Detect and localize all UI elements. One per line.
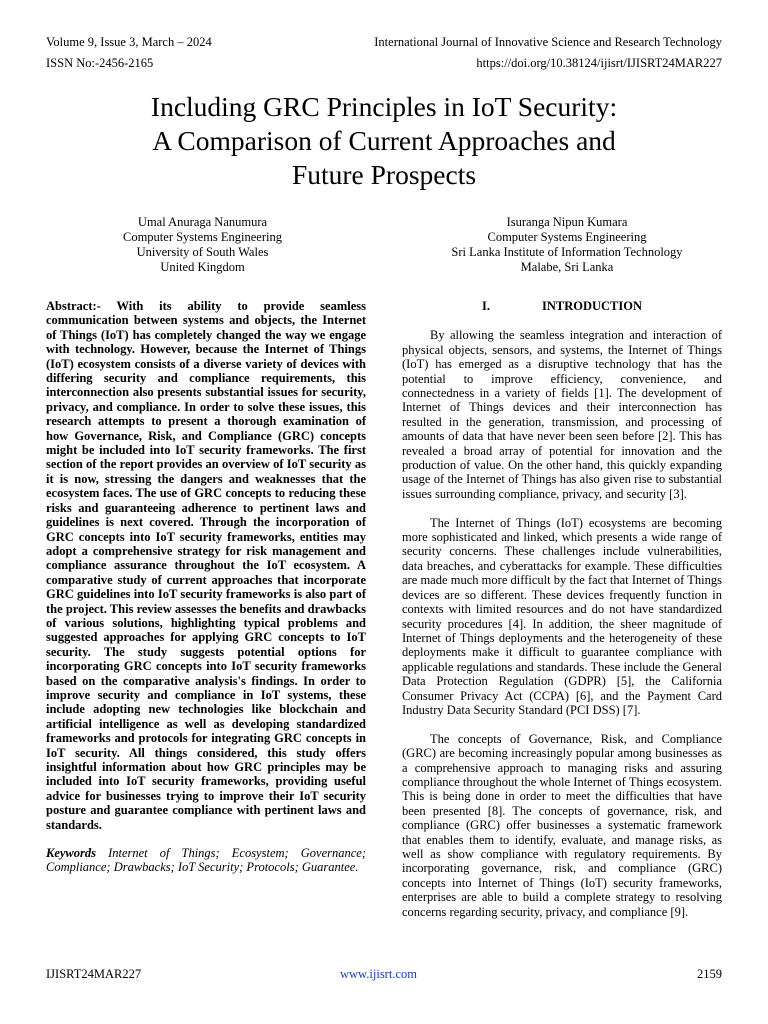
footer-article-id: IJISRT24MAR227 — [46, 967, 142, 981]
title-line-3: Future Prospects — [291, 159, 477, 190]
author-department: Computer Systems Engineering — [487, 230, 647, 244]
title-line-2: A Comparison of Current Approaches and — [152, 125, 616, 156]
intro-paragraph-3: The concepts of Governance, Risk, and Compliance (GRC) are becoming increasingly popular among businesses as a comprehensive approach to managing risks and assuring compliance throughout the whole Internet of Things ecosystem. This is being done in order to meet the difficulties that have been presented [8]. The concepts of governance, risk, and compliance (GRC) offer businesses a systematic framework that enables them to identify, evaluate, and manage risks, as well as show compliance with regulatory requirements. By incorporating governance, risk, and compliance (GRC) concepts into Internet of Things (IoT) security frameworks, enterprises are able to build a complete strategy to resolving concerns regarding security, privacy, and compliance [9]. — [402, 731, 722, 919]
abstract: Abstract:- With its ability to provide seamless communication between systems and objects, the Internet of Things (IoT) has completely changed the way we engage with technology. However, because the Internet of Things (IoT) ecosystem consists of a diverse variety of devices with differing security and compliance requirements, this interconnection also presents substantial issues for security, privacy, and compliance. In order to solve these issues, this research attempts to present a thorough examination of how Governance, Risk, and Compliance (GRC) concepts might be included into IoT security frameworks. The first section of the report provides an overview of IoT security as it is now, stressing the dangers and weaknesses that the ecosystem faces. The use of GRC concepts to reducing these risks and guaranteeing adherence to pertinent laws and guidelines is next covered. Through the incorporation of GRC concepts into IoT security frameworks, entities may adopt a comprehensive strategy for risk management and compliance assurance throughout the IoT ecosystem. A comparative study of current approaches that incorporate GRC guidelines into IoT security frameworks is also part of the project. This review assesses the benefits and drawbacks of various solutions, highlighting typical problems and suggested approaches for applying GRC concepts to IoT security. The study suggests potential options for incorporating GRC concepts into IoT security frameworks based on the comparative analysis's findings. In order to improve security and compliance in IoT systems, these include adopting new technologies like blockchain and artificial intelligence as well as developing standardized frameworks and protocols for integrating GRC concepts in IoT security. All things considered, this study offers insightful information about how GRC principles may be included into IoT security frameworks, providing useful advice for businesses trying to improve their IoT security posture and guarantee compliance with pertinent laws and standards. — [46, 299, 366, 832]
author-location: Malabe, Sri Lanka — [520, 260, 614, 274]
author-location: United Kingdom — [160, 260, 245, 274]
author-block-1 — [100, 215, 305, 275]
intro-paragraph-2: The Internet of Things (IoT) ecosystems are becoming more sophisticated and linked, which presents a wide range of security concerns. These challenges include vulnerabilities, data breaches, and cyberattacks for example. These difficulties are made much more difficult by the fact that Internet of Things devices are so different. These devices frequently function in contexts with limited resources and do not have standardized security procedures [4]. In addition, the sheer magnitude of Internet of Things deployments and the heterogeneity of these deployments make it difficult to guarantee compliance with applicable regulations and standards. These include the General Data Protection Regulation (GDPR) [5], the California Consumer Privacy Act (CCPA) [6], and the Payment Card Industry Data Security Standard (PCI DSS) [7]. — [402, 515, 722, 717]
section-number: I. — [481, 299, 490, 313]
section-heading — [402, 299, 722, 313]
doi-link[interactable]: https://doi.org/10.38124/ijisrt/IJISRT24MAR227 — [476, 56, 722, 70]
author-organization: Sri Lanka Institute of Information Technology — [451, 245, 683, 259]
keywords — [46, 846, 366, 875]
footer-website-link[interactable]: www.ijisrt.com — [340, 967, 417, 981]
author-name: Isuranga Nipun Kumara — [506, 215, 628, 229]
keywords-text: Internet of Things; Ecosystem; Governance; Compliance; Drawbacks; IoT Security; Protocols; Guarantee. — [46, 846, 366, 875]
left-column — [46, 299, 366, 875]
author-block-2 — [412, 215, 722, 275]
page-title — [40, 90, 728, 192]
author-name: Umal Anuraga Nanumura — [137, 215, 268, 229]
author-department: Computer Systems Engineering — [122, 230, 282, 244]
author-organization: University of South Wales — [136, 245, 269, 259]
keywords-label: Keywords — [46, 846, 96, 861]
right-column — [402, 299, 722, 933]
page-number: 2159 — [697, 967, 722, 981]
intro-paragraph-1: By allowing the seamless integration and interaction of physical objects, sensors, and systems, the Internet of Things (IoT) has emerged as a disruptive technology that has the potential to improve efficiency, convenience, and connectedness in a variety of fields [1]. The development of Internet of Things devices and their interconnection has resulted in the generation, transmission, and processing of amounts of data that have never been seen before [2]. This has revealed a broad array of potential for innovation and the production of value. On the other hand, this quickly expanding usage of the Internet of Things has also given rise to substantial issues surrounding compliance, privacy, and security [3]. — [402, 328, 722, 501]
section-title: INTRODUCTION — [541, 299, 642, 313]
journal-name: International Journal of Innovative Science and Research Technology — [374, 35, 722, 49]
volume-info: Volume 9, Issue 3, March – 2024 — [46, 35, 212, 49]
issn: ISSN No:-2456-2165 — [46, 56, 154, 70]
title-line-1: Including GRC Principles in IoT Security: — [150, 91, 618, 122]
